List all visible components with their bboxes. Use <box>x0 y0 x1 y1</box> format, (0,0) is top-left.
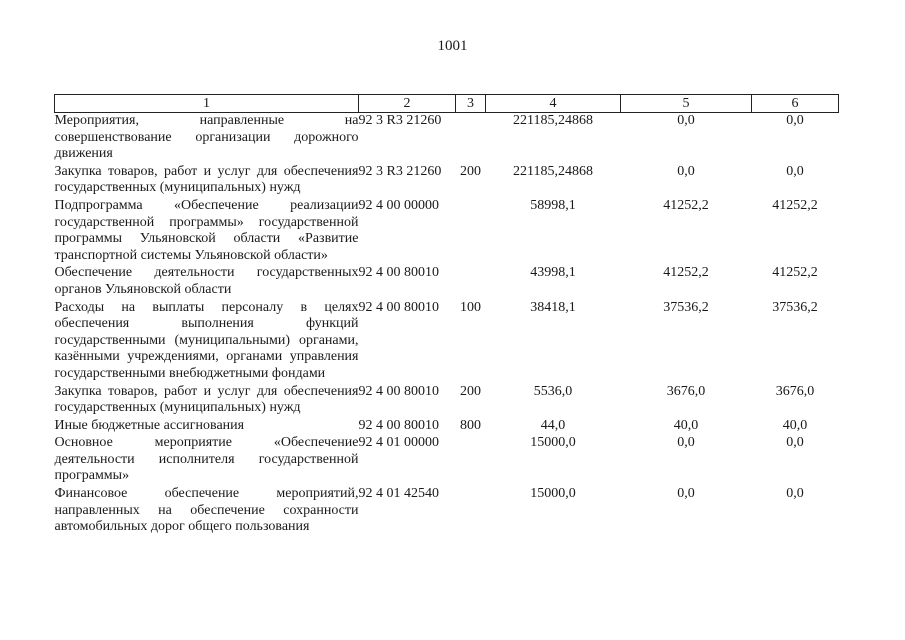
budget-table <box>54 94 839 537</box>
column-header-4: 4 <box>486 95 621 113</box>
row-value-5: 41252,2 <box>663 265 709 281</box>
row-name: Основное мероприятие «Обеспечение деятельности исполнителя государственной программы» <box>54 435 359 484</box>
row-code: 92 4 01 00000 <box>358 435 439 451</box>
row-name: Расходы на выплаты персоналу в целях обеспечения выполнения функций государственными (муниципальными) органами, казёнными учреждениями, органами управления государственными внебюджетными фондами <box>54 299 359 381</box>
row-value-6: 0,0 <box>786 113 804 128</box>
row-expense-type <box>456 435 486 486</box>
row-code: 92 3 R3 21260 <box>358 113 442 128</box>
table-header-row <box>55 95 839 113</box>
row-value-5: 0,0 <box>677 113 695 128</box>
table-row <box>55 164 839 198</box>
row-value-4: 15000,0 <box>530 435 576 451</box>
column-header-2: 2 <box>359 95 456 113</box>
row-value-5: 0,0 <box>677 486 695 502</box>
table-row <box>55 384 839 418</box>
row-value-5: 0,0 <box>677 435 695 451</box>
row-value-6: 41252,2 <box>772 197 818 213</box>
row-value-6: 0,0 <box>786 163 804 179</box>
row-expense-type: 200 <box>460 383 481 399</box>
row-name: Закупка товаров, работ и услуг для обеспечения государственных (муниципальных) нужд <box>54 383 359 416</box>
column-header-3: 3 <box>456 95 486 113</box>
table-row <box>55 265 839 299</box>
row-expense-type: 100 <box>460 299 481 315</box>
row-value-6: 40,0 <box>782 417 808 433</box>
row-code: 92 4 00 80010 <box>358 417 439 433</box>
row-name: Финансовое обеспечение мероприятий, направленных на обеспечение сохранности автомобильных дорог общего пользования <box>54 486 359 535</box>
row-expense-type <box>456 198 486 265</box>
row-code: 92 4 01 42540 <box>358 486 439 502</box>
row-code: 92 4 00 80010 <box>358 265 439 281</box>
table-row <box>55 435 839 486</box>
row-code: 92 3 R3 21260 <box>358 163 442 179</box>
row-value-6: 37536,2 <box>772 299 818 315</box>
row-code: 92 4 00 80010 <box>358 299 439 315</box>
row-code: 92 4 00 80010 <box>358 383 439 399</box>
row-value-4: 43998,1 <box>530 265 576 281</box>
row-value-5: 41252,2 <box>663 197 709 213</box>
page-number: 1001 <box>437 38 468 54</box>
row-value-5: 40,0 <box>673 417 699 433</box>
row-name: Иные бюджетные ассигнования <box>54 417 245 433</box>
row-value-6: 0,0 <box>786 435 804 451</box>
table-row <box>55 418 839 436</box>
row-expense-type: 800 <box>460 417 481 433</box>
row-name: Обеспечение деятельности государственных органов Ульяновской области <box>54 265 359 297</box>
row-value-6: 0,0 <box>786 486 804 502</box>
row-expense-type <box>456 486 486 537</box>
row-value-4: 5536,0 <box>533 383 573 399</box>
row-value-4: 15000,0 <box>530 486 576 502</box>
row-expense-type <box>456 113 486 164</box>
table-row <box>55 113 839 164</box>
row-value-4: 44,0 <box>540 417 566 433</box>
row-value-5: 0,0 <box>677 163 695 179</box>
row-value-4: 221185,24868 <box>513 163 593 179</box>
column-header-1: 1 <box>55 95 359 113</box>
table-row <box>55 486 839 537</box>
row-name: Мероприятия, направленные на совершенствование организации дорожного движения <box>54 113 359 162</box>
table-row <box>55 198 839 265</box>
row-value-4: 38418,1 <box>530 299 576 315</box>
column-header-6: 6 <box>752 95 839 113</box>
row-name: Закупка товаров, работ и услуг для обеспечения государственных (муниципальных) нужд <box>54 163 359 196</box>
row-code: 92 4 00 00000 <box>358 197 439 213</box>
table-row <box>55 300 839 384</box>
row-value-4: 221185,24868 <box>513 113 593 128</box>
row-value-5: 37536,2 <box>663 299 709 315</box>
row-expense-type <box>456 265 486 299</box>
row-value-5: 3676,0 <box>666 383 706 399</box>
row-value-6: 41252,2 <box>772 265 818 281</box>
column-header-5: 5 <box>621 95 752 113</box>
row-expense-type: 200 <box>460 163 481 179</box>
row-value-6: 3676,0 <box>775 383 815 399</box>
row-name: Подпрограмма «Обеспечение реализации государственной программы» государственной программы Ульяновской области «Развитие транспортной системы Ульяновской области» <box>54 197 359 263</box>
row-value-4: 58998,1 <box>530 197 576 213</box>
